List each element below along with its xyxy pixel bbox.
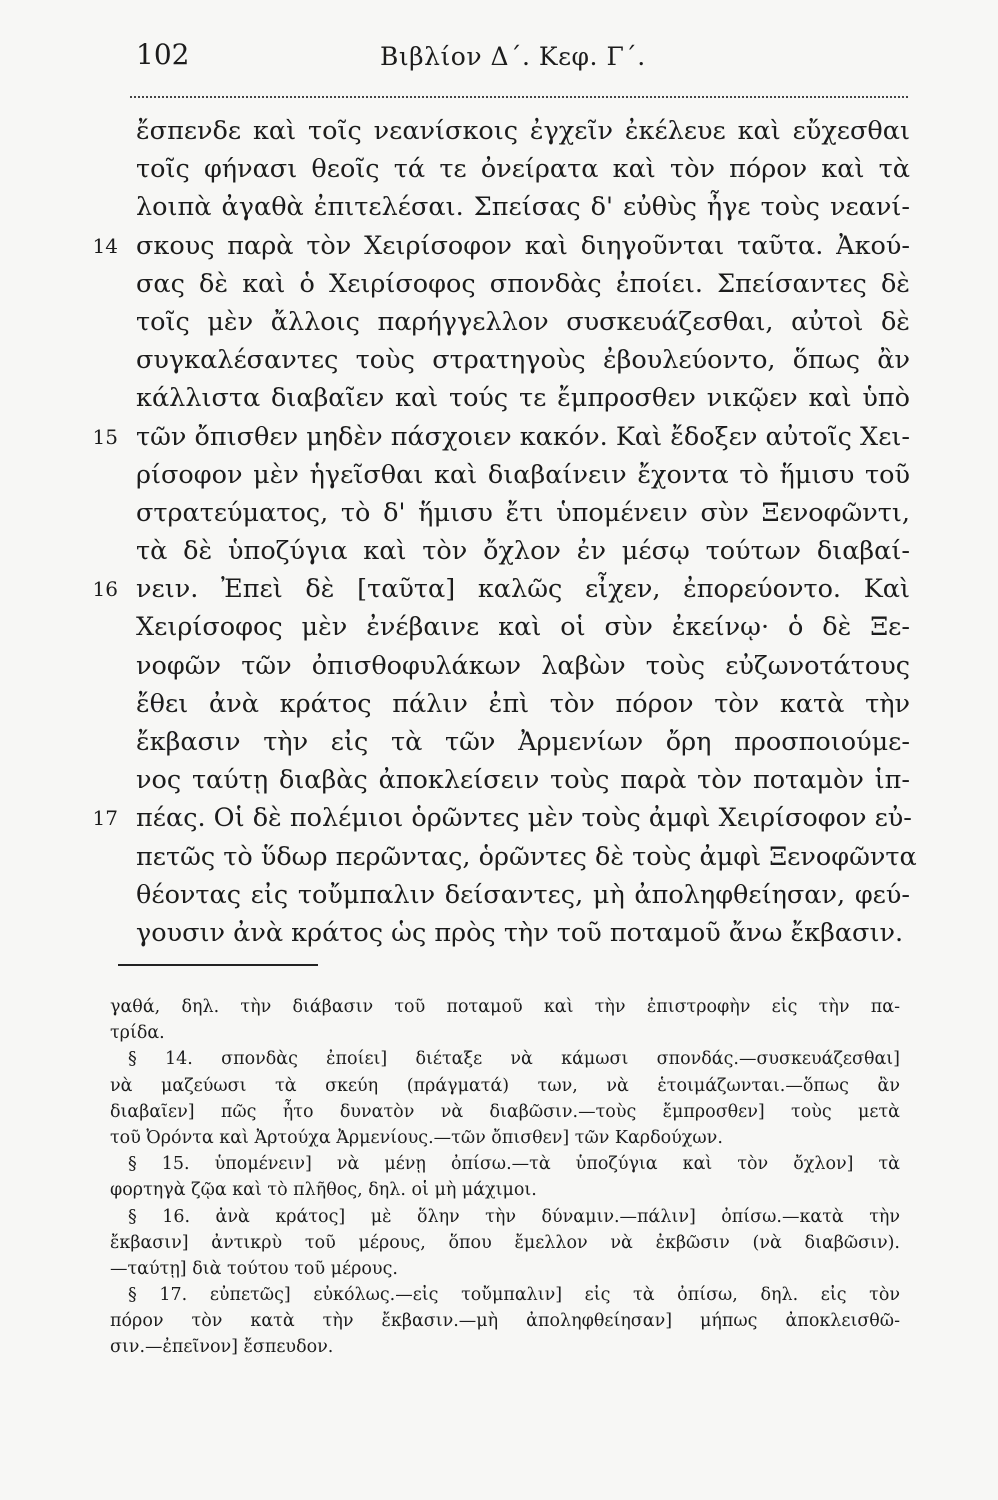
footnote-line: § 17. εὐπετῶς] εὐκόλως.—εἰς τοὔμπαλιν] εἰς τὰ ὀπίσω, δηλ. εἰς τὸν (128, 1285, 900, 1306)
footnote-rule (118, 964, 318, 966)
text-line (110, 188, 910, 226)
text-line (110, 112, 910, 150)
text-line (110, 647, 910, 685)
main-text (92, 112, 917, 952)
text-line (110, 341, 910, 379)
line-text: τῶν ὄπισθεν μηδὲν πάσχοιεν κακόν. Καὶ ἔδοξεν αὐτοῖς Χει- (136, 421, 911, 452)
line-text: τοῖς φήνασι θεοῖς τά τε ὀνείρατα καὶ τὸν πόρον καὶ τὰ (136, 154, 910, 185)
text-line (110, 838, 917, 876)
section-number: 15 (92, 424, 118, 449)
footnote-line: —ταύτῃ] διὰ τούτου τοῦ μέρους. (110, 1258, 398, 1279)
text-line (110, 265, 910, 303)
footnote-line: § 16. ἀνὰ κράτος] μὲ ὅλην τὴν δύναμιν.—πάλιν] ὀπίσω.—κατὰ τὴν (128, 1206, 900, 1227)
line-text: ἔσπενδε καὶ τοῖς νεανίσκοις ἐγχεῖν ἐκέλευε καὶ εὔχεσθαι (136, 116, 910, 146)
line-text: ἔθει ἀνὰ κράτος πάλιν ἐπὶ τὸν πόρον τὸν κατὰ τὴν (136, 688, 910, 719)
line-text: Χειρίσοφος μὲν ἐνέβαινε καὶ οἱ σὺν ἐκείνῳ· ὁ δὲ Ξε- (136, 612, 910, 643)
text-line (92, 227, 910, 265)
text-line (110, 914, 910, 952)
footnote-line: § 15. ὑπομένειν] νὰ μένῃ ὀπίσω.—τὰ ὑποζύγια καὶ τὸν ὄχλον] τὰ (128, 1154, 900, 1175)
text-line (110, 723, 910, 761)
line-text: πέας. Οἱ δὲ πολέμιοι ὁρῶντες μὲν τοὺς ἀμφὶ Χειρίσοφον εὐ- (136, 803, 912, 834)
section-number: 16 (92, 577, 118, 602)
text-line (110, 456, 910, 494)
footnote-line: τρίδα. (110, 1023, 165, 1044)
line-text: πετῶς τὸ ὕδωρ περῶντας, ὁρῶντες δὲ τοὺς ἀμφὶ Ξενοφῶντα (136, 841, 917, 872)
footnote-line: γαθά, δηλ. τὴν διάβασιν τοῦ ποταμοῦ καὶ τὴν ἐπιστροφὴν εἰς τὴν πα- (110, 997, 900, 1017)
text-line (110, 303, 910, 341)
footnote-line: φορτηγὰ ζῷα καὶ τὸ πλῆθος, δηλ. οἱ μὴ μάχιμοι. (110, 1180, 537, 1201)
line-text: ρίσοφον μὲν ἡγεῖσθαι καὶ διαβαίνειν ἔχοντα τὸ ἥμισυ τοῦ (136, 459, 910, 490)
footnotes (110, 994, 900, 1361)
text-line (110, 608, 910, 646)
line-text: νος ταύτῃ διαβὰς ἀποκλείσειν τοὺς παρὰ τὸν ποταμὸν ἱπ- (136, 765, 910, 796)
text-line (92, 799, 912, 837)
section-number: 17 (92, 806, 118, 831)
line-text: ἔκβασιν τὴν εἰς τὰ τῶν Ἀρμενίων ὄρη προσποιούμε- (136, 727, 910, 757)
line-text: στρατεύματος, τὸ δ' ἥμισυ ἔτι ὑπομένειν σὺν Ξενοφῶντι, (136, 497, 910, 528)
text-line (110, 494, 910, 532)
line-text: τὰ δὲ ὑποζύγια καὶ τὸν ὄχλον ἐν μέσῳ τούτων διαβαί- (136, 536, 910, 567)
text-line (110, 876, 910, 914)
line-text: θέοντας εἰς τοὔμπαλιν δείσαντες, μὴ ἀποληφθείησαν, φεύ- (136, 879, 910, 910)
line-text: κάλλιστα διαβαῖεν καὶ τούς τε ἔμπροσθεν νικῷεν καὶ ὑπὸ (136, 383, 910, 414)
page-header (130, 38, 910, 78)
text-line (110, 761, 910, 799)
line-text: νειν. Ἐπεὶ δὲ [ταῦτα] καλῶς εἶχεν, ἐπορεύοντο. Καὶ (136, 574, 910, 605)
footnote-line: ἔκβασιν] ἀντικρὺ τοῦ μέρους, ὅπου ἔμελλον νὰ ἐκβῶσιν (νὰ διαβῶσιν). (110, 1232, 900, 1253)
header-rule (130, 96, 908, 98)
text-line (92, 418, 911, 456)
section-number: 14 (92, 233, 118, 258)
footnote-line: σιν.—ἐπεῖνον] ἔσπευδον. (110, 1337, 334, 1358)
footnote-line: διαβαῖεν] πῶς ἦτο δυνατὸν νὰ διαβῶσιν.—τοὺς ἔμπροσθεν] τοὺς μετὰ (110, 1101, 900, 1122)
line-text: σκους παρὰ τὸν Χειρίσοφον καὶ διηγοῦνται ταῦτα. Ἀκού- (136, 230, 910, 261)
line-text: σας δὲ καὶ ὁ Χειρίσοφος σπονδὰς ἐποίει. Σπείσαντες δὲ (136, 268, 910, 299)
line-text: γουσιν ἀνὰ κράτος ὡς πρὸς τὴν τοῦ ποταμοῦ ἄνω ἔκβασιν. (136, 917, 904, 948)
page-number: 102 (136, 38, 190, 71)
footnote-line: § 14. σπονδὰς ἐποίει] διέταξε νὰ κάμωσι σπονδάς.—συσκευάζεσθαι] (128, 1049, 900, 1070)
line-text: νοφῶν τῶν ὀπισθοφυλάκων λαβὼν τοὺς εὐζωνοτάτους (136, 650, 910, 681)
text-line (92, 570, 910, 608)
text-line (110, 532, 910, 570)
line-text: λοιπὰ ἀγαθὰ ἐπιτελέσαι. Σπείσας δ' εὐθὺς ἦγε τοὺς νεανί- (136, 192, 910, 223)
footnote-line: τοῦ Ὀρόντα καὶ Ἀρτούχα Ἀρμενίους.—τῶν ὄπισθεν] τῶν Καρδούχων. (110, 1127, 723, 1148)
line-text: συγκαλέσαντες τοὺς στρατηγοὺς ἐβουλεύοντο, ὅπως ἂν (136, 345, 910, 376)
line-text: τοῖς μὲν ἄλλοις παρήγγελλον συσκευάζεσθαι, αὐτοὶ δὲ (136, 306, 910, 337)
footnote-line: νὰ μαζεύωσι τὰ σκεύη (πράγματά) των, νὰ ἑτοιμάζωνται.—ὅπως ἂν (110, 1075, 900, 1096)
running-head: Βιβλίον Δ΄. Κεφ. Γ΄. (380, 42, 646, 71)
footnote-line: πόρον τὸν κατὰ τὴν ἔκβασιν.—μὴ ἀποληφθείησαν] μήπως ἀποκλεισθῶ- (110, 1311, 900, 1332)
text-line (110, 379, 910, 417)
text-line (110, 685, 910, 723)
text-line (110, 150, 910, 188)
